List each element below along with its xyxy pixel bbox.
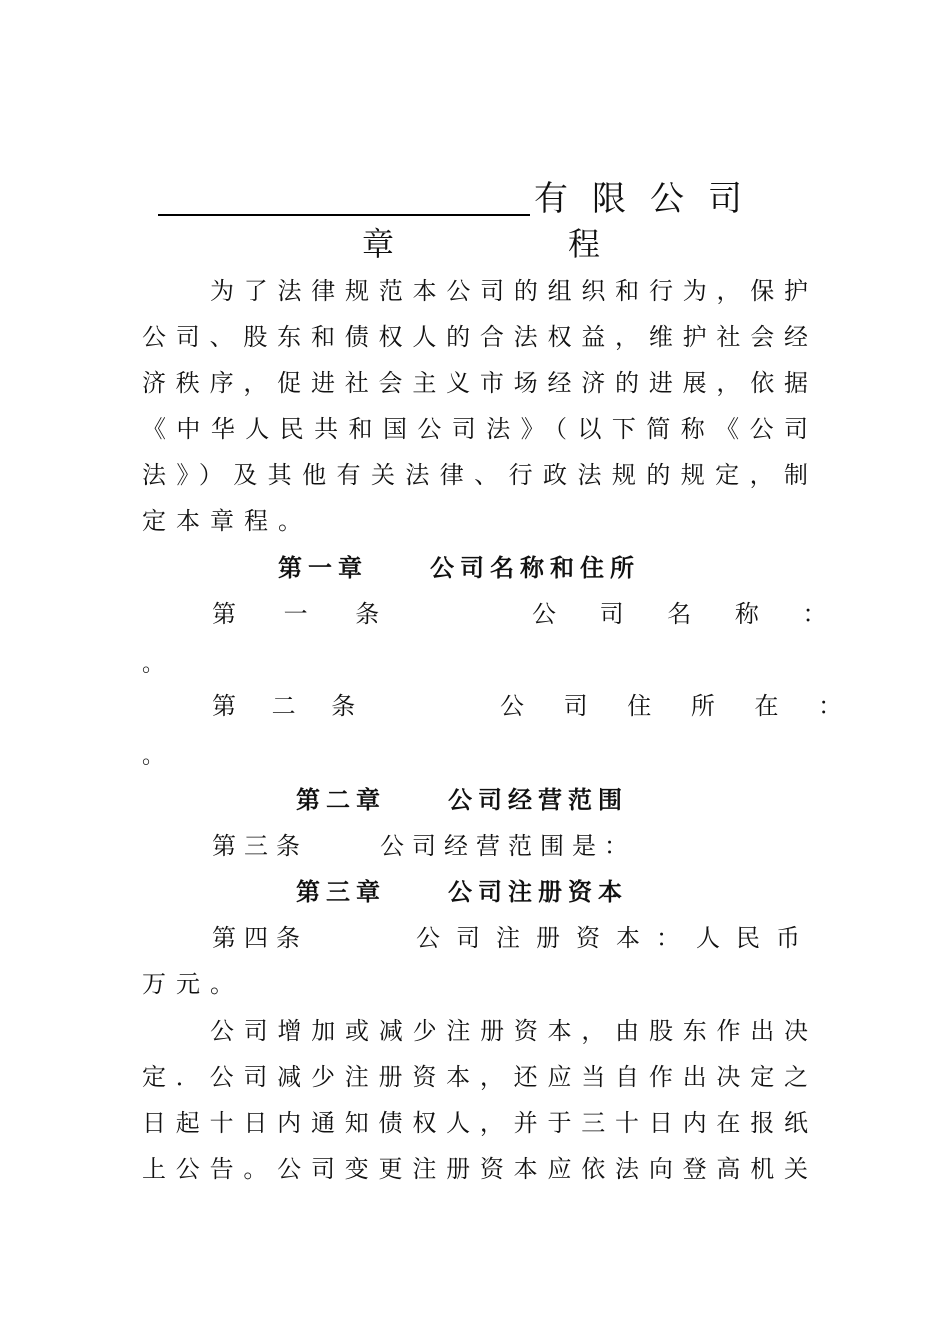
chapter-2-label: 第二章 bbox=[296, 786, 386, 814]
preamble-line-2: 公司、股东和债权人的合法权益，维护社会经 bbox=[142, 323, 814, 351]
article-2-text: 公 司 住 所 在 ： bbox=[500, 692, 859, 720]
chapter-1-label: 第一章 bbox=[278, 554, 368, 582]
chapter-3-heading bbox=[296, 872, 628, 912]
capital-line-3: 日起十日内通知债权人，并于三十日内在报纸 bbox=[142, 1109, 814, 1137]
chapter-1-title: 公司名称和住所 bbox=[430, 554, 640, 582]
chapter-3-title: 公司注册资本 bbox=[448, 878, 628, 906]
article-1-text: 公 司 名 称 ： bbox=[532, 600, 845, 628]
preamble-line-4: 《中华人民共和国公司法》（以下简称《公司 bbox=[142, 415, 814, 443]
article-4 bbox=[212, 918, 814, 958]
article-3 bbox=[212, 826, 636, 866]
subtitle-char-2: 程 bbox=[568, 225, 601, 263]
article-4-tail: 万元。 bbox=[142, 970, 244, 998]
article-1-tail: 。 bbox=[142, 652, 165, 677]
chapter-2-heading bbox=[296, 780, 628, 820]
article-2-tail: 。 bbox=[142, 744, 165, 769]
article-3-label: 第三条 bbox=[212, 832, 308, 860]
preamble-line-5: 法》）及其他有关法律、行政法规的规定，制 bbox=[142, 461, 814, 489]
article-2-label: 第 二 条 bbox=[212, 692, 370, 720]
capital-line-2: 定．公司减少注册资本，还应当自作出决定之 bbox=[142, 1063, 814, 1091]
chapter-3-label: 第三章 bbox=[296, 878, 386, 906]
chapter-2-title: 公司经营范围 bbox=[448, 786, 628, 814]
capital-line-4: 上公告。公司变更注册资本应依法向登高机关 bbox=[142, 1155, 814, 1183]
article-4-text: 公司注册资本：人民币 bbox=[416, 924, 816, 952]
article-4-label: 第四条 bbox=[212, 924, 308, 952]
document-title: 有限公司 bbox=[534, 179, 766, 219]
article-1 bbox=[212, 594, 845, 634]
document-subtitle bbox=[362, 222, 601, 266]
article-2 bbox=[212, 686, 859, 726]
title-row bbox=[158, 176, 778, 226]
subtitle-char-1: 章 bbox=[362, 225, 395, 263]
capital-line-1: 公司增加或减少注册资本，由股东作出决 bbox=[210, 1017, 814, 1045]
article-3-text: 公司经营范围是： bbox=[380, 832, 636, 860]
article-1-label: 第 一 条 bbox=[212, 600, 400, 628]
preamble-line-6: 定本章程。 bbox=[142, 507, 312, 535]
preamble-line-3: 济秩序，促进社会主义市场经济的进展，依据 bbox=[142, 369, 814, 397]
preamble-line-1: 为了法律规范本公司的组织和行为，保护 bbox=[210, 277, 814, 305]
company-name-blank bbox=[158, 214, 530, 216]
chapter-1-heading bbox=[278, 548, 640, 588]
